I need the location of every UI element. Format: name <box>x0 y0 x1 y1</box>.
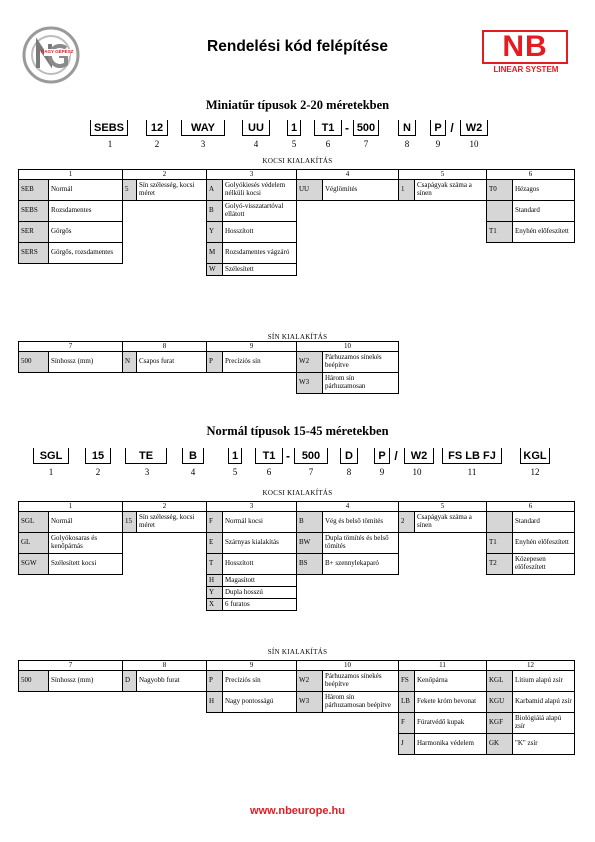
column-header: 12 <box>487 661 575 671</box>
option-code <box>487 512 513 533</box>
code-position-number: 6 <box>266 467 272 477</box>
option-description <box>415 599 487 611</box>
column-header: 3 <box>207 502 297 512</box>
code-segment: TE <box>125 448 167 464</box>
option-code: Y <box>207 587 223 599</box>
code-separator: / <box>394 449 398 463</box>
option-description <box>137 692 207 713</box>
option-description: Enyhén előfeszített <box>513 533 575 554</box>
option-code: T1 <box>487 222 513 243</box>
column-header: 5 <box>399 502 487 512</box>
option-code <box>123 599 137 611</box>
option-code: KGL <box>487 671 513 692</box>
option-code <box>123 692 137 713</box>
option-description: Golyókiesés védelem nélküli kocsi <box>223 180 297 201</box>
option-description: Magasított <box>223 575 297 587</box>
option-code: W2 <box>297 352 323 373</box>
option-description: Lítium alapú zsír <box>513 671 575 692</box>
option-code <box>123 713 137 734</box>
option-code <box>19 692 49 713</box>
code-separator: - <box>345 121 349 135</box>
column-header: 6 <box>487 170 575 180</box>
column-header: 9 <box>207 342 297 352</box>
option-code <box>297 243 323 264</box>
option-description <box>137 533 207 554</box>
option-description <box>49 264 123 276</box>
option-code: SGL <box>19 512 49 533</box>
column-header: 11 <box>399 661 487 671</box>
option-description <box>415 222 487 243</box>
option-description: Szárnyas kialakítás <box>223 533 297 554</box>
normal-code-row <box>0 448 595 468</box>
option-code: SERS <box>19 243 49 264</box>
option-code <box>19 713 49 734</box>
option-description: "K" zsír <box>513 734 575 755</box>
code-segment: WAY <box>181 120 225 136</box>
option-description: Precíziós sín <box>223 352 297 373</box>
option-code <box>399 222 415 243</box>
option-code <box>487 587 513 599</box>
option-description <box>415 243 487 264</box>
option-description: Kenőpárna <box>415 671 487 692</box>
option-code <box>19 264 49 276</box>
option-code: J <box>399 734 415 755</box>
option-description <box>513 599 575 611</box>
option-code: W3 <box>297 692 323 713</box>
option-description: Görgős <box>49 222 123 243</box>
option-code: 500 <box>19 671 49 692</box>
option-code: T1 <box>487 533 513 554</box>
column-header: 2 <box>123 170 207 180</box>
normal-kocsi-table <box>18 501 575 611</box>
option-code: H <box>207 692 223 713</box>
nb-brand-sub: LINEAR SYSTEM <box>493 65 559 74</box>
option-description: Csapos furat <box>137 352 207 373</box>
option-code <box>297 734 323 755</box>
logo-text: NAGY GÉPÉSZ <box>41 49 74 54</box>
option-code: P <box>207 352 223 373</box>
code-segment: 500 <box>353 120 379 136</box>
option-description: Görgős, rozsdamentes <box>49 243 123 264</box>
option-description <box>415 533 487 554</box>
option-description: Szélesített kocsi <box>49 554 123 575</box>
option-description: Precíziós sín <box>223 671 297 692</box>
code-segment: P <box>430 120 446 136</box>
code-position-number: 5 <box>291 139 297 149</box>
option-description: Normál <box>49 512 123 533</box>
option-description <box>137 554 207 575</box>
option-code: D <box>123 671 137 692</box>
nb-brand-name: NB <box>482 30 568 64</box>
option-code: A <box>207 180 223 201</box>
code-segment: T1 <box>255 448 283 464</box>
code-position-number: 6 <box>325 139 331 149</box>
code-position-number: 2 <box>95 467 101 477</box>
option-code: W <box>207 264 223 276</box>
option-code <box>399 264 415 276</box>
option-description: Közepesen előfeszített <box>513 554 575 575</box>
mini-section-title: Miniatűr típusok 2-20 méretekben <box>205 98 390 112</box>
option-description: Normál kocsi <box>223 512 297 533</box>
option-code: LB <box>399 692 415 713</box>
option-code: FS <box>399 671 415 692</box>
option-code <box>19 587 49 599</box>
option-description: Normál <box>49 180 123 201</box>
option-code: KGU <box>487 692 513 713</box>
option-description <box>137 734 207 755</box>
code-position-number: 12 <box>530 467 540 477</box>
option-code <box>487 201 513 222</box>
option-description: Rozsdamentes <box>49 201 123 222</box>
option-description: Sínhossz (mm) <box>49 671 123 692</box>
option-description <box>49 734 123 755</box>
mini-code-row <box>0 120 595 140</box>
option-description <box>137 713 207 734</box>
code-position-number: 1 <box>107 139 113 149</box>
column-header: 6 <box>487 502 575 512</box>
option-code <box>123 243 137 264</box>
option-description <box>223 373 297 394</box>
code-segment: 1 <box>228 448 242 464</box>
option-description: Golyókosaras és kenőpárnás <box>49 533 123 554</box>
mini-kocsi-caption: KOCSI KIALAKÍTÁS <box>262 157 333 165</box>
option-code: BS <box>297 554 323 575</box>
option-description: Vég és belső tömítés <box>323 512 399 533</box>
option-code: 5 <box>123 180 137 201</box>
option-code: M <box>207 243 223 264</box>
code-segment: 500 <box>294 448 328 464</box>
option-code <box>123 734 137 755</box>
code-position-number: 2 <box>154 139 160 149</box>
option-description: B+ szennylekaparó <box>323 554 399 575</box>
option-code: SEBS <box>19 201 49 222</box>
option-description: Nagy pontosságú <box>223 692 297 713</box>
option-code: W3 <box>297 373 323 394</box>
option-description: Dupla hosszú <box>223 587 297 599</box>
code-position-number: 9 <box>435 139 441 149</box>
option-code: 500 <box>19 352 49 373</box>
code-segment: SEBS <box>90 120 128 136</box>
mini-kocsi-table <box>18 169 575 276</box>
column-header: 4 <box>297 170 399 180</box>
option-description <box>137 587 207 599</box>
code-segment: FS LB FJ <box>442 448 502 464</box>
option-description: Harmonika védelem <box>415 734 487 755</box>
option-code: F <box>399 713 415 734</box>
code-position-number: 5 <box>232 467 238 477</box>
option-code <box>123 264 137 276</box>
option-description <box>223 734 297 755</box>
option-description <box>415 554 487 575</box>
option-code <box>399 599 415 611</box>
option-code: T0 <box>487 180 513 201</box>
code-segment: W2 <box>404 448 434 464</box>
option-code: SEB <box>19 180 49 201</box>
page-title: Rendelési kód felépítése <box>207 38 388 55</box>
option-description: Fekete króm bevonat <box>415 692 487 713</box>
normal-number-row <box>0 467 595 479</box>
option-description: Hosszított <box>223 222 297 243</box>
option-code: P <box>207 671 223 692</box>
code-position-number: 10 <box>469 139 479 149</box>
code-segment: D <box>340 448 358 464</box>
option-description <box>137 373 207 394</box>
option-code: UU <box>297 180 323 201</box>
option-code <box>297 599 323 611</box>
option-description: Hézagos <box>513 180 575 201</box>
option-description <box>49 575 123 587</box>
option-description: Párhuzamos sínekés beépítve <box>323 352 399 373</box>
option-description <box>323 575 399 587</box>
option-code <box>297 713 323 734</box>
option-code <box>297 587 323 599</box>
option-description <box>49 587 123 599</box>
option-code <box>19 575 49 587</box>
option-description <box>323 222 399 243</box>
code-position-number: 7 <box>308 467 314 477</box>
code-position-number: 8 <box>404 139 410 149</box>
option-code <box>123 373 137 394</box>
code-segment: W2 <box>460 120 488 136</box>
column-header: 7 <box>19 342 123 352</box>
option-description <box>513 587 575 599</box>
option-code <box>399 554 415 575</box>
nb-brand-logo <box>482 30 570 78</box>
option-code <box>399 243 415 264</box>
option-code <box>123 201 137 222</box>
option-code: N <box>123 352 137 373</box>
column-header: 7 <box>19 661 123 671</box>
option-description <box>137 264 207 276</box>
option-description: Fúratvédő kupak <box>415 713 487 734</box>
option-code <box>19 599 49 611</box>
option-code <box>487 575 513 587</box>
mini-number-row <box>0 139 595 151</box>
option-description: Sín szélesség, kocsi méret <box>137 180 207 201</box>
option-description <box>323 201 399 222</box>
option-description: Rozsdamentes vágzáró <box>223 243 297 264</box>
option-description <box>415 587 487 599</box>
code-segment: SGL <box>33 448 69 464</box>
column-header: 2 <box>123 502 207 512</box>
option-description: Három sín párhuzamosan beépítve <box>323 692 399 713</box>
option-code: F <box>207 512 223 533</box>
option-description: Nagyobb furat <box>137 671 207 692</box>
code-position-number: 3 <box>200 139 206 149</box>
option-code: 15 <box>123 512 137 533</box>
column-header: 1 <box>19 170 123 180</box>
option-code: 1 <box>399 180 415 201</box>
code-segment: T1 <box>314 120 342 136</box>
code-segment: KGL <box>520 448 550 464</box>
option-description: Golyó-visszatartóval ellátott <box>223 201 297 222</box>
option-description <box>49 692 123 713</box>
option-code: W2 <box>297 671 323 692</box>
code-position-number: 3 <box>144 467 150 477</box>
option-code: SGW <box>19 554 49 575</box>
option-code: BW <box>297 533 323 554</box>
option-description <box>49 713 123 734</box>
option-code: Y <box>207 222 223 243</box>
option-code <box>487 264 513 276</box>
option-description <box>137 599 207 611</box>
code-separator: - <box>286 449 290 463</box>
column-header: 8 <box>123 342 207 352</box>
option-code <box>399 575 415 587</box>
option-description <box>415 264 487 276</box>
option-description <box>323 734 399 755</box>
code-segment: UU <box>242 120 270 136</box>
option-description <box>323 587 399 599</box>
normal-section-title: Normál típusok 15-45 méretekben <box>206 424 389 438</box>
column-header: 9 <box>207 661 297 671</box>
normal-sin-caption: SÍN KIALAKÍTÁS <box>267 648 328 656</box>
option-code <box>297 201 323 222</box>
option-description <box>137 243 207 264</box>
column-header: 5 <box>399 170 487 180</box>
option-code <box>123 554 137 575</box>
option-code: GL <box>19 533 49 554</box>
mini-sin-table <box>18 341 399 394</box>
option-code: KGF <box>487 713 513 734</box>
column-header: 4 <box>297 502 399 512</box>
option-description <box>323 264 399 276</box>
option-description: Standard <box>513 512 575 533</box>
code-segment: P <box>374 448 390 464</box>
option-code: H <box>207 575 223 587</box>
option-description <box>323 713 399 734</box>
option-code <box>297 264 323 276</box>
option-description: Véglömítés <box>323 180 399 201</box>
normal-kocsi-caption: KOCSI KIALAKÍTÁS <box>262 489 333 497</box>
option-description <box>49 373 123 394</box>
column-header: 3 <box>207 170 297 180</box>
column-header: 8 <box>123 661 207 671</box>
option-description <box>415 575 487 587</box>
column-header: 10 <box>297 661 399 671</box>
option-code <box>123 587 137 599</box>
code-position-number: 10 <box>412 467 422 477</box>
mini-sin-caption: SÍN KIALAKÍTÁS <box>267 333 328 341</box>
option-code: 2 <box>399 512 415 533</box>
option-code <box>207 373 223 394</box>
option-description <box>49 599 123 611</box>
code-segment: 1 <box>287 120 301 136</box>
option-code <box>487 243 513 264</box>
code-position-number: 9 <box>379 467 385 477</box>
code-segment: 12 <box>146 120 168 136</box>
option-description <box>323 599 399 611</box>
option-description <box>137 222 207 243</box>
option-description: Hosszított <box>223 554 297 575</box>
option-description <box>513 575 575 587</box>
option-description: Sín szélesség, kocsi méret <box>137 512 207 533</box>
option-code <box>399 201 415 222</box>
option-code <box>123 575 137 587</box>
code-position-number: 7 <box>363 139 369 149</box>
code-position-number: 4 <box>253 139 259 149</box>
option-description: Három sín párhuzamosan <box>323 373 399 394</box>
code-segment: B <box>182 448 204 464</box>
code-position-number: 4 <box>190 467 196 477</box>
option-code: E <box>207 533 223 554</box>
code-segment: 15 <box>85 448 111 464</box>
option-code <box>487 599 513 611</box>
option-description <box>223 713 297 734</box>
column-header: 10 <box>297 342 399 352</box>
normal-sin-table <box>18 660 575 755</box>
option-code <box>123 533 137 554</box>
option-code <box>297 222 323 243</box>
option-code <box>19 734 49 755</box>
option-code: T <box>207 554 223 575</box>
option-code: B <box>297 512 323 533</box>
option-description <box>415 201 487 222</box>
option-code <box>123 222 137 243</box>
footer-website-link[interactable]: www.nbeurope.hu <box>250 805 345 817</box>
option-description: Szélesített <box>223 264 297 276</box>
option-description <box>137 575 207 587</box>
option-description: Enyhén előfeszített <box>513 222 575 243</box>
option-description <box>513 264 575 276</box>
code-position-number: 1 <box>48 467 54 477</box>
option-description: Csapágyak száma a sínen <box>415 180 487 201</box>
option-description <box>137 201 207 222</box>
option-code <box>207 734 223 755</box>
option-code <box>19 373 49 394</box>
option-description <box>513 243 575 264</box>
option-description: Dupla tömítés és belső tömítés <box>323 533 399 554</box>
option-code <box>399 533 415 554</box>
option-code: X <box>207 599 223 611</box>
option-description: 6 furatos <box>223 599 297 611</box>
option-code <box>297 575 323 587</box>
option-code: T2 <box>487 554 513 575</box>
column-header: 1 <box>19 502 123 512</box>
option-description: Karbamid alapú zsír <box>513 692 575 713</box>
option-description: Csapágyak száma a sínen <box>415 512 487 533</box>
option-description: Párhuzamos sínekés beépítve <box>323 671 399 692</box>
option-code: B <box>207 201 223 222</box>
option-code <box>207 713 223 734</box>
option-description: Biológiáiá alapú zsír <box>513 713 575 734</box>
option-code <box>399 587 415 599</box>
option-code: GK <box>487 734 513 755</box>
code-position-number: 8 <box>346 467 352 477</box>
code-position-number: 11 <box>467 467 477 477</box>
option-description: Sínhossz (mm) <box>49 352 123 373</box>
option-code: SER <box>19 222 49 243</box>
code-separator: / <box>450 121 454 135</box>
code-segment: N <box>398 120 416 136</box>
option-description <box>323 243 399 264</box>
option-description: Standard <box>513 201 575 222</box>
